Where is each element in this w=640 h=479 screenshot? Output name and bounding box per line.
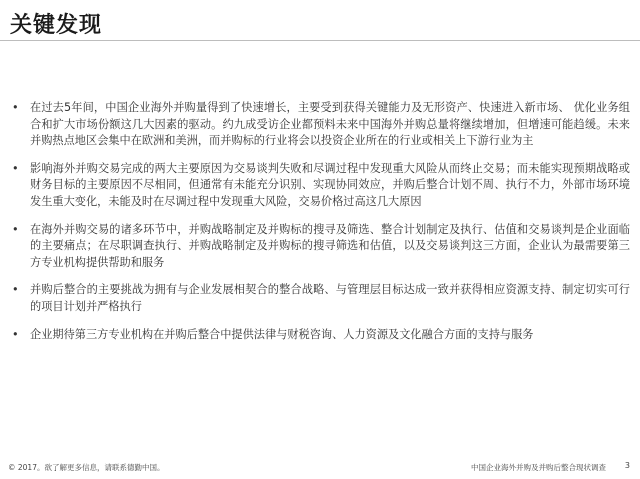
list-item [12, 327, 630, 344]
page-number: 3 [624, 461, 630, 470]
bullet-dot-icon: • [12, 283, 19, 297]
list-item-text: 影响海外并购交易完成的两大主要原因为交易谈判失败和尽调过程中发现重大风险从而终止交易；而未能实现预期战略或财务目标的主要原因不尽相同，但通常有未能充分识别、实现协同效应，并购后整合计划不周、执行不力，外部市场环境发生重大变化，未能及时在尽调过程中发现重大风险，交易价格过高这几大原因 [30, 161, 630, 208]
title-divider [0, 40, 640, 41]
page-title: 关键发现 [10, 13, 103, 38]
footer-copyright: © 2017。欲了解更多信息，请联系德勤中国。 [8, 463, 165, 472]
list-item [12, 282, 630, 315]
list-item [12, 100, 630, 150]
list-item-text: 在过去5年间，中国企业海外并购量得到了快速增长，主要受到获得关键能力及无形资产、快速进入新市场、 优化业务组合和扩大市场份额这几大因素的驱动。约九成受访企业都预料未来中国海外并购总量将继续增加，但增速可能趋缓。未来并购热点地区会集中在欧洲和美洲，而并购标的行业将会以投资企业所在的行业或相关上下游行业为主 [30, 101, 630, 148]
bullet-dot-icon: • [12, 327, 19, 341]
list-item [12, 222, 630, 272]
list-item-text: 并购后整合的主要挑战为拥有与企业发展相契合的整合战略、与管理层目标达成一致并获得相应资源支持、制定切实可行的项目计划并严格执行 [30, 283, 630, 313]
key-findings-list [12, 100, 630, 354]
footer-report-title: 中国企业海外并购及并购后整合现状调查 [471, 463, 606, 472]
bullet-dot-icon: • [12, 101, 19, 114]
bullet-dot-icon: • [12, 222, 19, 236]
list-item [12, 161, 630, 211]
bullet-dot-icon: • [12, 161, 19, 175]
list-item-text: 企业期待第三方专业机构在并购后整合中提供法律与财税咨询、人力资源及文化融合方面的支持与服务 [30, 327, 534, 341]
list-item-text: 在海外并购交易的诸多环节中，并购战略制定及并购标的搜寻及筛选、整合计划制定及执行、估值和交易谈判是企业面临的主要痛点；在尽职调查执行、并购战略制定及并购标的搜寻筛选和估值，以及交易谈判这三方面，企业认为最需要第三方专业机构提供帮助和服务 [30, 222, 630, 269]
